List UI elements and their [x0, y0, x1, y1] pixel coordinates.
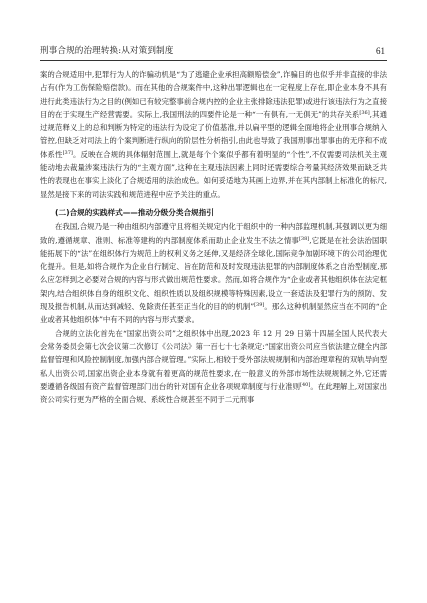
citation-ref: [40]: [300, 381, 311, 388]
running-header: [40, 44, 387, 61]
section-heading: (二)合规的实践样式——推动分级分类合规指引: [55, 207, 214, 217]
paragraph-text: 合规的立法化首先在“国家出资公司”之组织体中出现,2023 年 12 月 29 日第十四届全国人民代表大会常务委员会第七次会议第二次修订《公司法》第一百七十七条规定:“国家出资公司应当依法建立健全内部监督管理和风险控制制度,加强内部合规管理。”实际上,相较于受外部法规规制和内部治理章程的双轨导向型私人出资公司,国家出资企业本身就有着更高的规范性要求,在一般意义的外部市场性法规规制之外,它还需要遵循各级国有资产监督管理部门出台的针对国有企业各项规章制度与行业准则: [40, 328, 387, 391]
paragraph-text: 。在此理解上,对国家出资公司实行更为严格的全面合规、系统性合规甚至不同于二元刑事: [40, 381, 387, 405]
paragraph-text: ,它既是在社会法治国职能拓展下的“法”在组织体行为规范上的权利义务之延伸,又是经济全球化,国际竞争加剧环境下的公司治理优化提升。但是,如将合规作为企业自行制定、旨在防范和及时发现违法犯罪的内部制度体系之自治型制度,那么应怎样到之必要对合规的内容与形式做出规范性要求。然而,如将合规作为“企业或者其他组织体在法定框架内,结合组织体自身的组织文化、组织性质以及组织规模等特殊因素,设立一套适法及犯罪行为的预防、发现及报告机制,从而达到减轻、免除责任甚至正当化的目的的机制”: [40, 235, 387, 312]
running-header-title: 刑事合规的治理转换:从对策到制度: [40, 46, 174, 56]
paragraph: [40, 327, 387, 407]
citation-ref: [39]: [254, 302, 265, 309]
paragraph-text: 在我国,合规乃是一种由组织内部遵守且将相关规定内化于组织中的一种内部监理机制,其强调以更为细致的,遵循规章、准则、标准等建构的内部制度体系而助止企业发生不法之情事: [40, 222, 387, 245]
citation-ref: [36]: [359, 109, 370, 116]
paragraph-continued: [40, 68, 387, 201]
page-number: 61: [376, 46, 385, 56]
citation-ref: [38]: [298, 235, 310, 242]
paragraph-text: ,其通过规范释义上的总和判断为特定的违法行为设定了价值基准,并以扁平型的逻辑全面地将企业刑事合规纳入管控,但缺乏对司法上的个案判断进行纵向的阶层性分析指引,由此也导致了我国刑事出罪事由的无序和不成体系性: [40, 109, 387, 159]
citation-ref: [37]: [62, 149, 73, 156]
paragraph-text: 案的合规适用中,犯罪行为人的诈骗动机是“为了逃避企业承担高额赔偿金”,诈骗目的也似乎并非直接的非法占有(作为工伤保险赔偿款)。而在其他的合规案件中,这种出罪逻辑也在一定程度上存在,即企业本身不具有进行此类违法行为之目的(例如已有较完整事前合规内控的企业主张排除违法犯罪)或进行该违法行为之直接目的在于实现生产经营需要。实际上,我国刑法的四要件论是一种“一有俱有,一无俱无”的共存关系: [40, 70, 387, 119]
paragraph-text: 。那么这种机制显然应当在不同的“企业或者其他组织体”中有不同的内容与形式要求。: [40, 302, 387, 325]
body-text: [40, 68, 387, 406]
paragraph-text: 。反映在合规的具体辐射范围上,就是每个个案似乎都有着明显的“个性”,不仅需要司法机关主观能动地去裁量涉案违法行为的“主观方面”,这种在主观违法因素上同时还需要综合考量其经济效果而缺乏共性的表现也在事实上淡化了合规适用的法治成色。如何妥适地为其画上边界,并在其内部制上标准化的标尺,显然是接下来的司法实践和规范进程中应予关注的重点。: [40, 149, 387, 199]
paragraph: [40, 220, 387, 326]
